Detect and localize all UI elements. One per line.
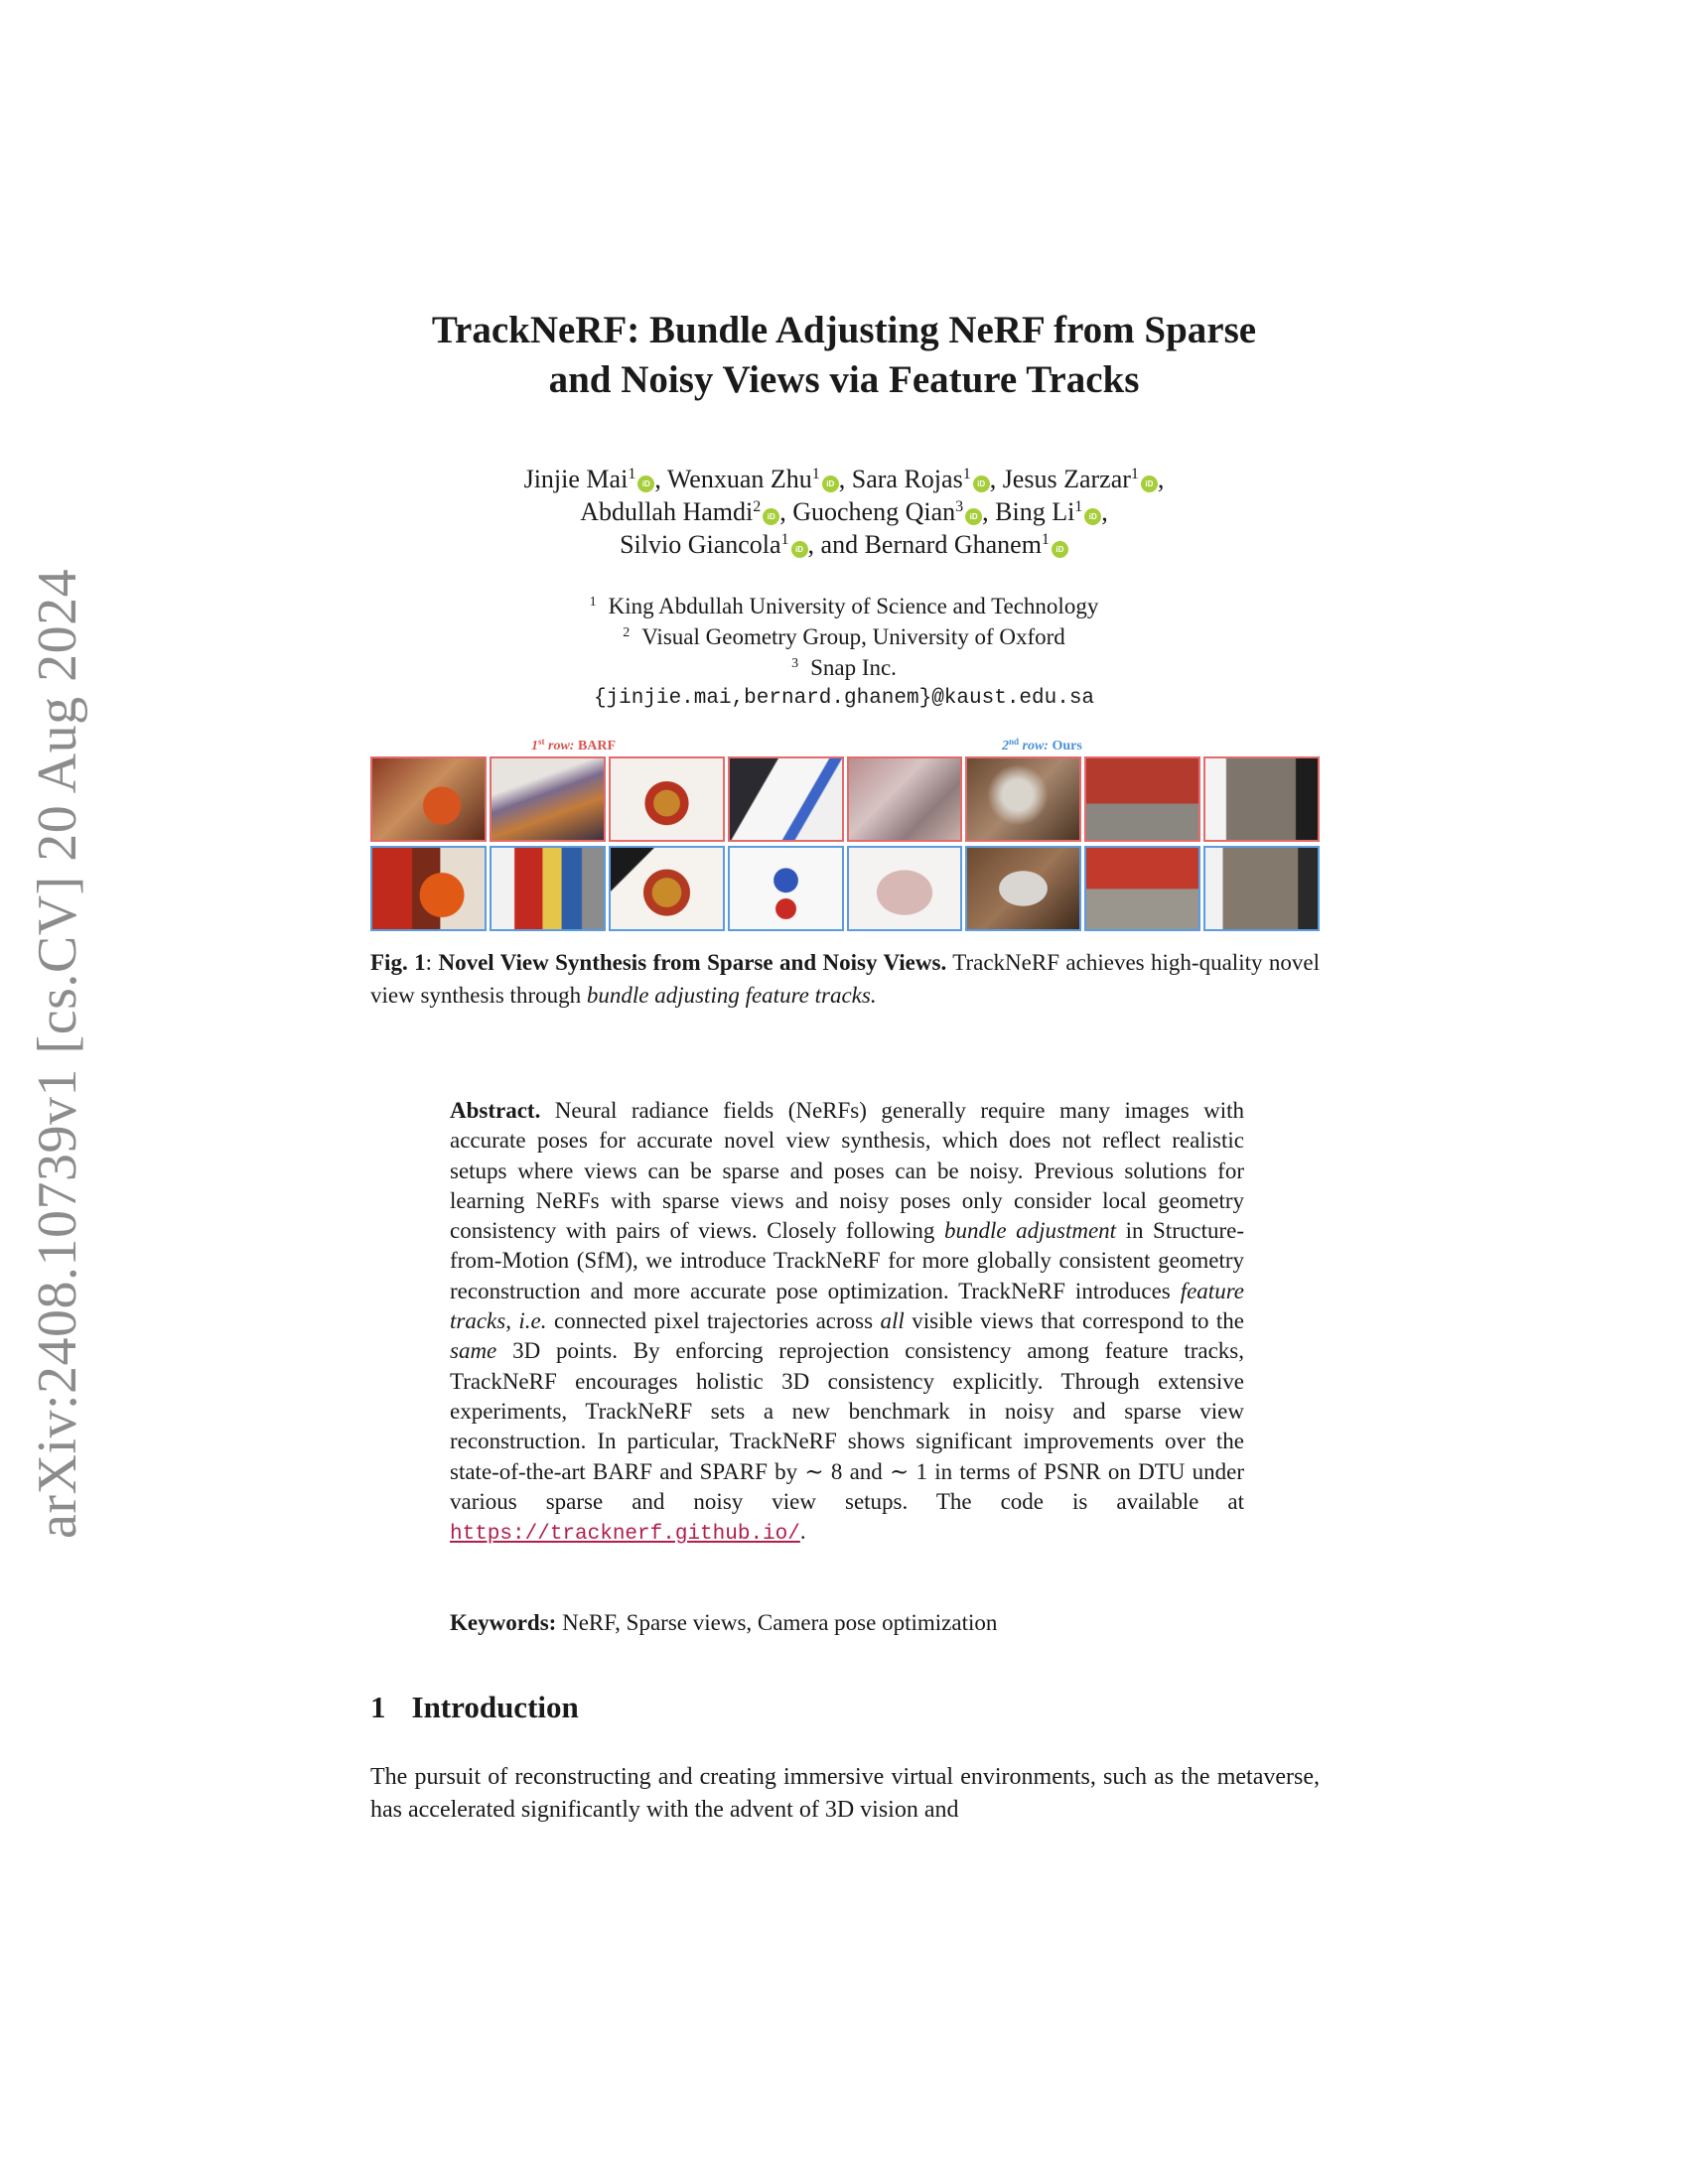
paper-title	[367, 306, 1321, 405]
affiliation-number: 3	[791, 656, 799, 671]
abstract	[450, 1096, 1244, 1550]
affiliation-item	[367, 652, 1321, 683]
arxiv-identifier-stamp: arXiv:2408.10739v1 [cs.CV] 20 Aug 2024	[27, 568, 88, 1539]
author-name: Bernard Ghanem	[864, 530, 1042, 559]
orcid-icon[interactable]: iD	[763, 508, 779, 525]
caption-text: TrackNeRF achieves high-quality novel view synthesis through	[370, 950, 1321, 1008]
ours-render-image	[609, 846, 725, 931]
affiliation-number: 1	[589, 595, 597, 610]
row2-method: Ours	[1052, 739, 1082, 753]
section-number: 1	[370, 1690, 386, 1724]
abstract-text: visible views that correspond to the	[904, 1308, 1245, 1334]
author-name: Jesus Zarzar	[1002, 465, 1131, 493]
ours-render-image	[847, 846, 963, 931]
title-line-2: and Noisy Views via Feature Tracks	[548, 358, 1140, 401]
author-name: Wenxuan Zhu	[666, 465, 812, 493]
ours-render-image	[1203, 846, 1320, 931]
abstract-emphasis: all	[880, 1308, 905, 1334]
author-affiliation-mark: 1	[811, 466, 820, 482]
author-separator: ,	[779, 497, 793, 526]
author-line-1	[367, 463, 1321, 495]
author-name: Silvio Giancola	[620, 530, 781, 559]
abstract-emphasis: same	[450, 1338, 497, 1364]
affiliation-name: Visual Geometry Group, University of Oxford	[641, 624, 1065, 649]
orcid-icon[interactable]: iD	[637, 476, 654, 492]
barf-render-image	[490, 756, 606, 842]
author-separator: ,	[1101, 497, 1108, 526]
author-separator: ,	[654, 465, 667, 493]
ours-render-image	[370, 846, 487, 931]
orcid-icon[interactable]: iD	[1052, 541, 1068, 558]
ours-render-image	[965, 846, 1081, 931]
author-separator: ,	[982, 497, 996, 526]
figure-label: Fig. 1	[370, 950, 426, 975]
abstract-label: Abstract.	[450, 1098, 541, 1123]
abstract-emphasis: bundle adjustment	[943, 1218, 1117, 1244]
author-list	[367, 463, 1321, 561]
affiliation-item	[367, 621, 1321, 652]
author-name: Bing Li	[995, 497, 1075, 526]
ours-render-image	[728, 846, 844, 931]
affiliation-item	[367, 591, 1321, 621]
row2-label	[1002, 737, 1082, 754]
section-title: Introduction	[411, 1690, 579, 1724]
abstract-emphasis: feature tracks	[450, 1278, 1244, 1334]
author-affiliation-mark: 1	[1041, 531, 1050, 548]
figure-caption: Fig. 1: Novel View Synthesis from Sparse and Noisy Views. TrackNeRF achieves high-quality novel view synthesis through bundle adjusting feature tracks.	[370, 950, 1321, 1008]
author-name: Sara Rojas	[851, 465, 963, 493]
author-affiliation-mark: 2	[753, 498, 762, 515]
row1-method: BARF	[577, 739, 617, 753]
ours-render-row	[370, 846, 1320, 931]
author-affiliation-mark: 3	[955, 498, 964, 515]
author-name: Guocheng Qian	[792, 497, 956, 526]
author-affiliation-mark: 1	[780, 531, 789, 548]
author-affiliation-mark: 1	[1130, 466, 1139, 482]
keywords-label: Keywords:	[450, 1610, 557, 1635]
abstract-text: connected pixel trajectories across	[546, 1308, 881, 1334]
row1-label-text: row:	[544, 739, 578, 753]
author-separator: , and	[807, 530, 865, 559]
keywords-text: NeRF, Sparse views, Camera pose optimization	[556, 1610, 998, 1635]
row1-ordinal: 1	[531, 739, 538, 753]
row2-label-text: row:	[1019, 739, 1053, 753]
abstract-text: in Structure-from-Motion (SfM), we introduce TrackNeRF for more globally consistent geometry reconstruction and more accurate pose optimization. TrackNeRF introduces	[450, 1218, 1244, 1303]
section-heading	[370, 1690, 579, 1725]
row2-ordinal: 2	[1002, 739, 1009, 753]
ours-render-image	[490, 846, 606, 931]
row2-ordinal-suffix: nd	[1009, 737, 1020, 747]
keywords	[450, 1608, 1244, 1638]
orcid-icon[interactable]: iD	[1141, 476, 1158, 492]
row1-label	[531, 737, 616, 754]
author-name: Abdullah Hamdi	[580, 497, 754, 526]
affiliation-name: King Abdullah University of Science and Technology	[608, 594, 1099, 618]
author-separator: ,	[1157, 465, 1165, 493]
title-line-1: TrackNeRF: Bundle Adjusting NeRF from Sparse	[431, 309, 1257, 351]
ours-render-image	[1084, 846, 1200, 931]
author-name: Jinjie Mai	[523, 465, 629, 493]
affiliation-number: 2	[623, 625, 631, 640]
barf-render-image	[847, 756, 963, 842]
code-link[interactable]: https://tracknerf.github.io/	[450, 1523, 800, 1547]
author-affiliation-mark: 1	[1074, 498, 1083, 515]
author-separator: ,	[838, 465, 852, 493]
figure-1	[370, 737, 1320, 935]
abstract-text: 3D points. By enforcing reprojection consistency among feature tracks, TrackNeRF encourages holistic 3D consistency explicitly. Through extensive experiments, TrackNeRF sets a new benchmark in noisy and sparse view reconstruction. In particular, TrackNeRF shows significant improvements over the state-of-the-art BARF and SPARF by ∼ 8 and ∼ 1 in terms of PSNR on DTU under various sparse and noisy view setups. The code is available at	[450, 1338, 1244, 1514]
abstract-emphasis: i.e.	[518, 1308, 547, 1334]
orcid-icon[interactable]: iD	[1084, 508, 1101, 525]
author-affiliation-mark: 1	[962, 466, 971, 482]
abstract-text: Neural radiance fields (NeRFs) generally require many images with accurate poses for accurate novel view synthesis, which does not reflect realistic setups where views can be sparse and poses can be noisy. Previous solutions for learning NeRFs with sparse views and noisy poses only consider local geometry consistency with pairs of views. Closely following	[450, 1098, 1244, 1244]
abstract-text: ,	[505, 1308, 519, 1334]
barf-render-image	[1084, 756, 1200, 842]
barf-render-image	[965, 756, 1081, 842]
barf-render-image	[370, 756, 487, 842]
orcid-icon[interactable]: iD	[822, 476, 839, 492]
intro-paragraph: The pursuit of reconstructing and creating immersive virtual environments, such as the metaverse, has accelerated significantly with the advent of 3D vision and	[370, 1764, 1320, 1823]
caption-emphasis: bundle adjusting feature tracks.	[586, 983, 877, 1008]
author-separator: ,	[989, 465, 1003, 493]
orcid-icon[interactable]: iD	[965, 508, 982, 525]
author-affiliation-mark: 1	[628, 466, 636, 482]
orcid-icon[interactable]: iD	[791, 541, 808, 558]
barf-render-row	[370, 756, 1320, 842]
affiliation-list	[367, 591, 1321, 714]
author-line-2	[367, 495, 1321, 528]
row1-ordinal-suffix: st	[538, 737, 545, 747]
barf-render-image	[1203, 756, 1320, 842]
orcid-icon[interactable]: iD	[973, 476, 990, 492]
barf-render-image	[728, 756, 844, 842]
barf-render-image	[609, 756, 725, 842]
abstract-text: .	[799, 1519, 806, 1545]
caption-title: Novel View Synthesis from Sparse and Noisy Views.	[438, 950, 947, 975]
author-line-3	[367, 528, 1321, 561]
contact-email[interactable]: {jinjie.mai,bernard.ghanem}@kaust.edu.sa	[593, 687, 1095, 710]
affiliation-name: Snap Inc.	[810, 655, 897, 680]
